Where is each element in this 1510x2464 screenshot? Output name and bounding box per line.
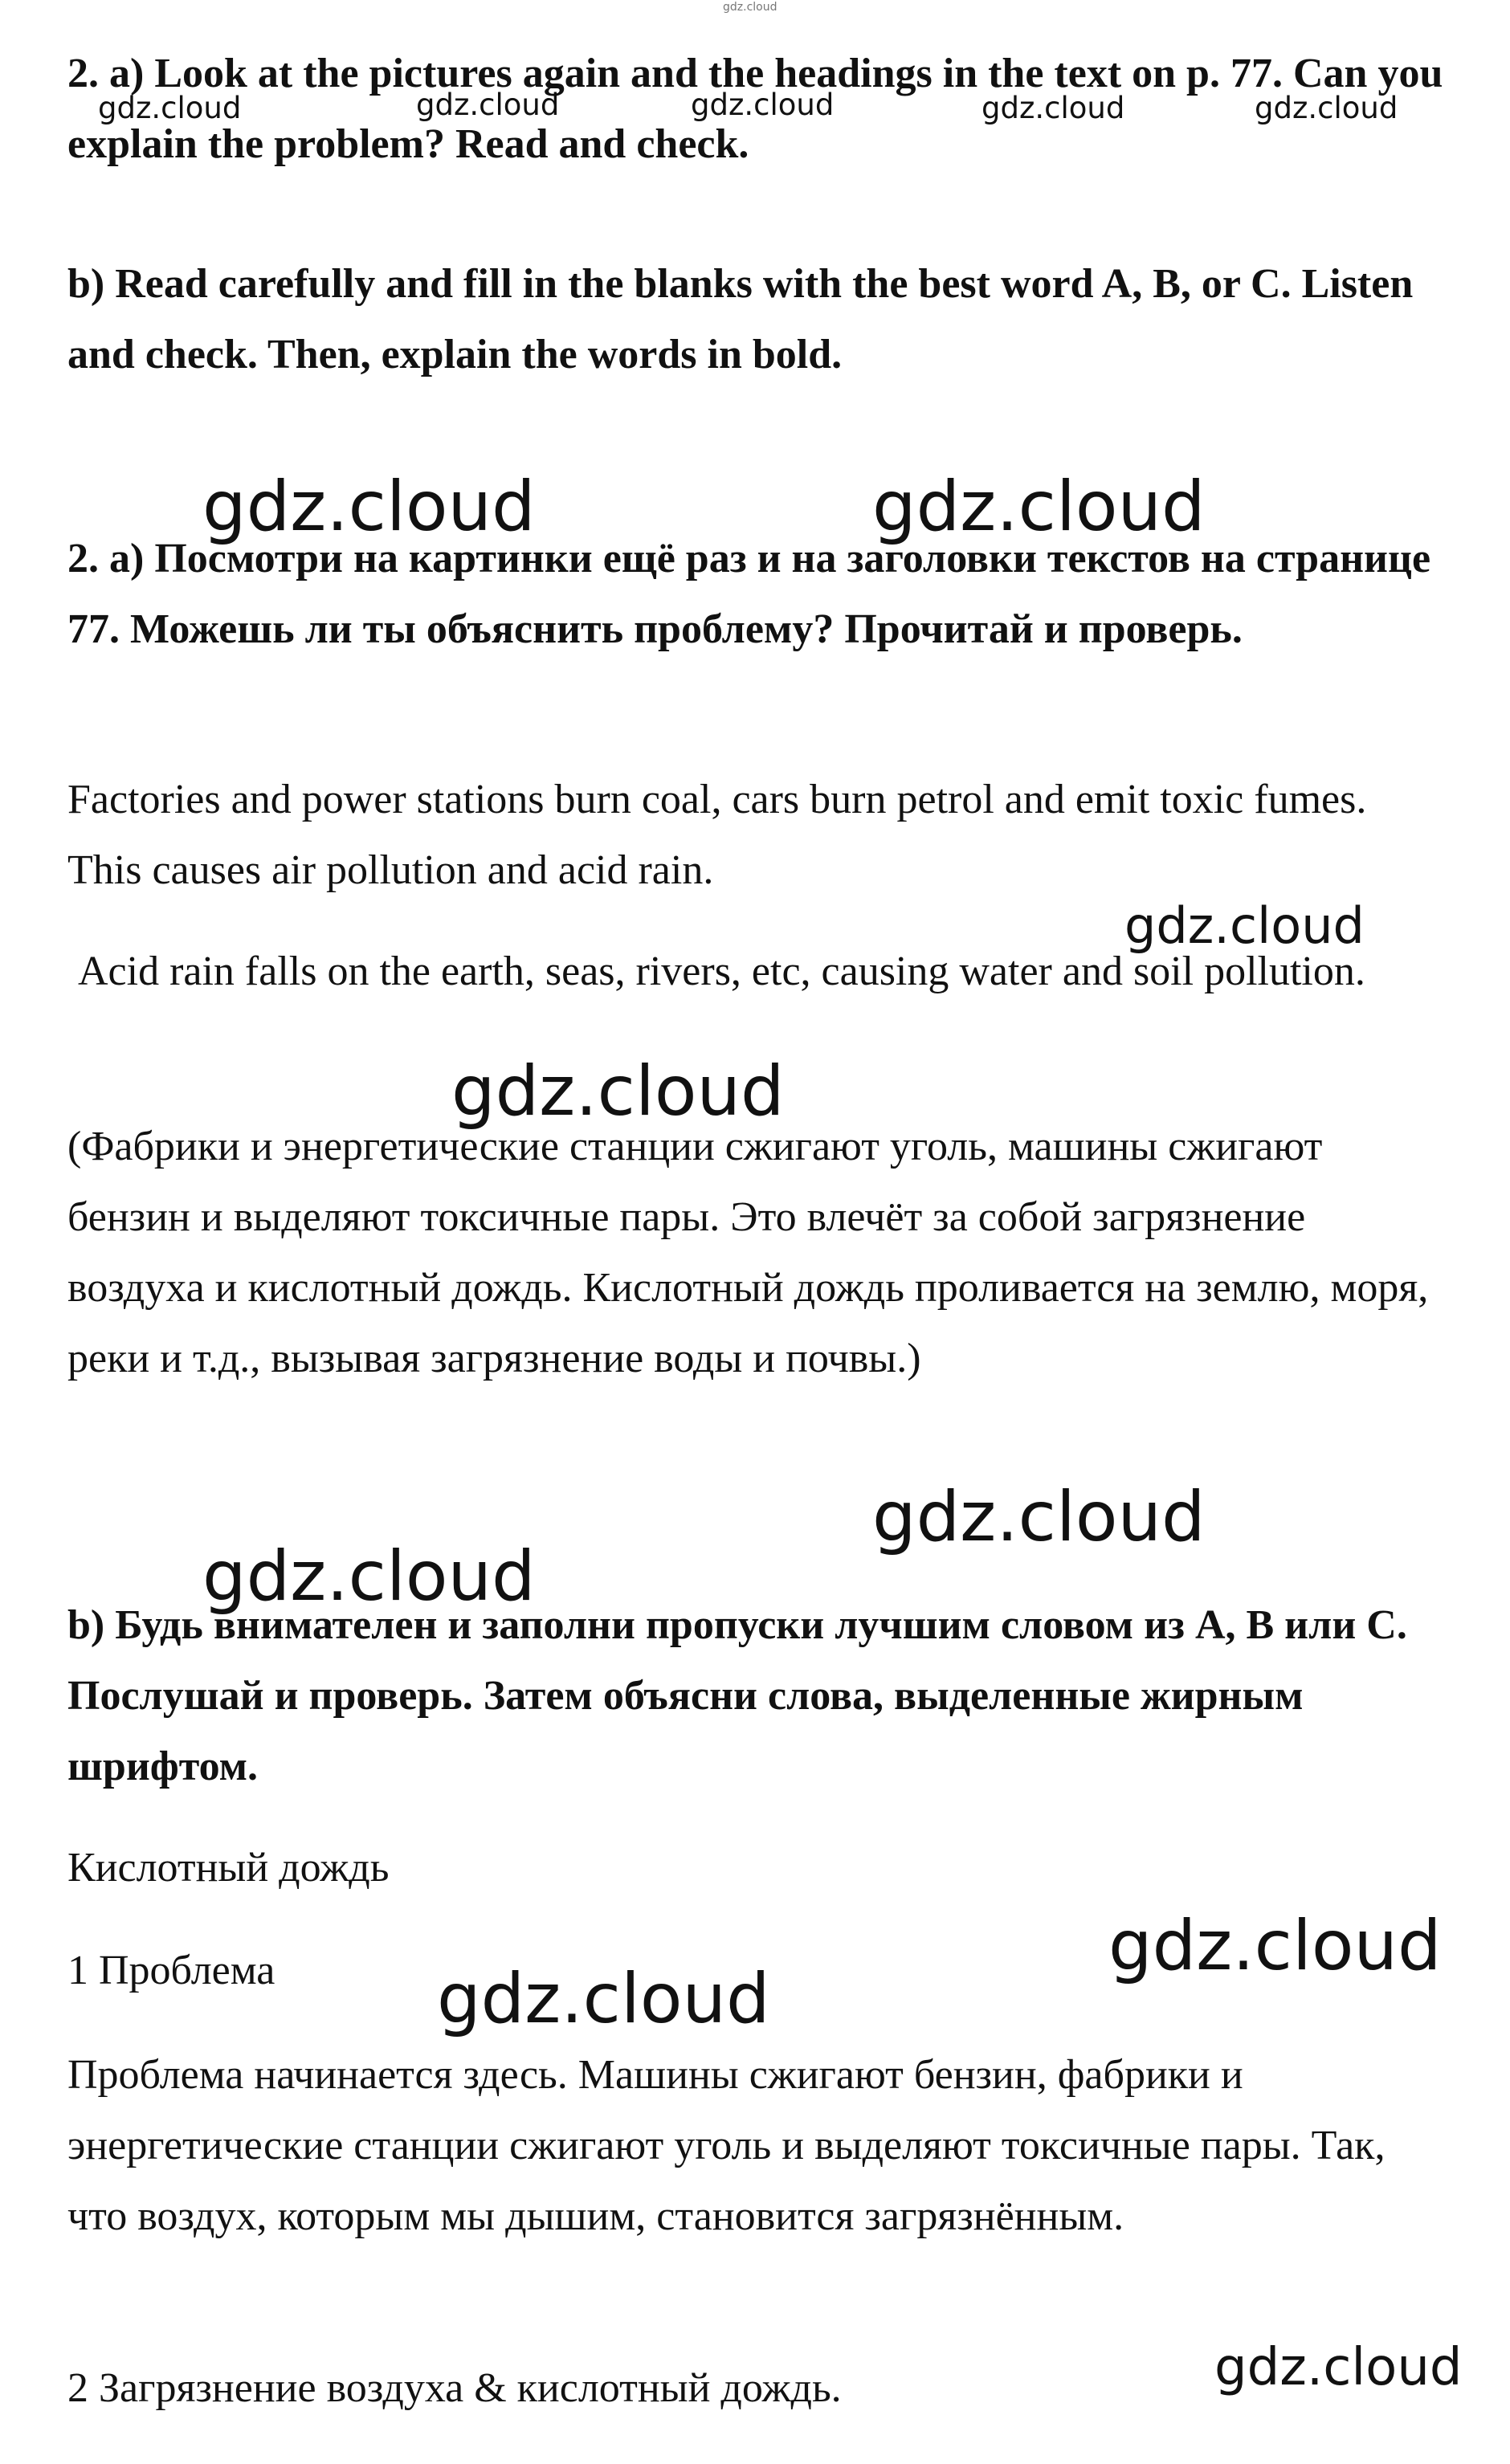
answer-a-russian: (Фабрики и энергетические станции сжигают уголь, машины сжигают бензин и выделяют токсичные пары. Это влечёт за собой загрязнение воздуха и кислотный дождь. Кислотный дождь проливается на землю, моря, реки и т.д., вызывая загрязнение воды и почвы.)	[67, 1124, 1429, 1381]
watermark: gdz.cloud	[1255, 91, 1398, 125]
top-watermark: gdz.cloud	[723, 1, 777, 14]
watermark: gdz.cloud	[691, 88, 835, 122]
section-1-heading: 1 Проблема	[67, 1948, 275, 1993]
task-a-english: 2. a) Look at the pictures again and the headings in the text on p. 77. Can you explain the problem? Read and check.	[67, 51, 1443, 167]
answer-a-english-2: Acid rain falls on the earth, seas, rivers, etc, causing water and soil pollution.	[67, 948, 1365, 994]
watermark: gdz.cloud	[416, 88, 560, 122]
watermark: gdz.cloud	[1214, 2338, 1463, 2397]
watermark: gdz.cloud	[872, 1477, 1206, 1557]
watermark: gdz.cloud	[1108, 1906, 1442, 1986]
watermark: gdz.cloud	[451, 1051, 785, 1132]
task-a-russian: 2. a) Посмотри на картинки ещё раз и на заголовки текстов на странице 77. Можешь ли ты объяснить проблему? Прочитай и проверь.	[67, 536, 1431, 652]
watermark: gdz.cloud	[872, 467, 1206, 547]
watermark: gdz.cloud	[1124, 896, 1365, 955]
section-2-heading: 2 Загрязнение воздуха & кислотный дождь.	[67, 2365, 842, 2411]
watermark: gdz.cloud	[437, 1959, 770, 2039]
watermark: gdz.cloud	[982, 91, 1125, 125]
watermark: gdz.cloud	[202, 1536, 536, 1617]
watermark: gdz.cloud	[98, 91, 242, 125]
watermark: gdz.cloud	[202, 467, 536, 547]
task-b-english: b) Read carefully and fill in the blanks with the best word A, B, or C. Listen and check. Then, explain the words in bold.	[67, 261, 1414, 377]
text-title: Кислотный дождь	[67, 1845, 390, 1891]
answer-a-english-1: Factories and power stations burn coal, cars burn petrol and emit toxic fumes. This causes air pollution and acid rain.	[67, 777, 1367, 893]
section-1-text: Проблема начинается здесь. Машины сжигают бензин, фабрики и энергетические станции сжигают уголь и выделяют токсичные пары. Так, что воздух, которым мы дышим, становится загрязнённым.	[67, 2052, 1386, 2239]
task-b-russian: b) Будь внимателен и заполни пропуски лучшим словом из А, В или С. Послушай и проверь. Затем объясни слова, выделенные жирным шрифтом.	[67, 1602, 1407, 1789]
